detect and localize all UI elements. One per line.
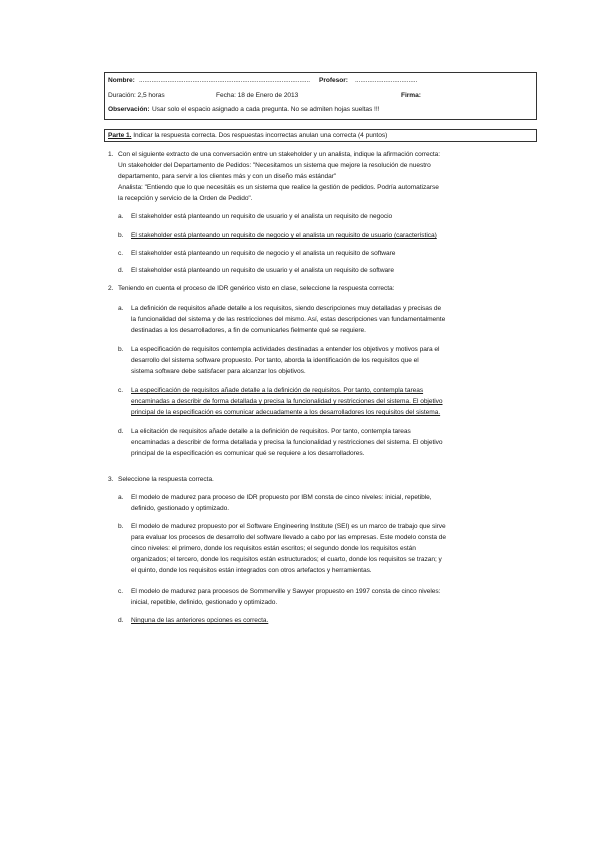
fecha-text: Fecha: 18 de Enero de 2013 <box>216 92 299 99</box>
q2-d-line: encaminadas a describir de forma detallada y precisa la funcionalidad y restricciones del sistema. El objetivo <box>131 439 443 446</box>
q3-option-letter: a. <box>118 494 124 501</box>
duracion-text: Duración: 2,5 horas <box>108 92 165 99</box>
q1-option-letter: d. <box>118 267 124 274</box>
profesor-label: Profesor: <box>319 77 348 84</box>
part1-heading <box>104 129 537 142</box>
q1-option-d[interactable]: El stakeholder está planteando un requisito de usuario y el analista un requisito de software <box>131 267 394 274</box>
q2-b-line: sistema software debe satisfacer para alcanzar los objetivos. <box>131 368 306 375</box>
q1-option-a[interactable]: El stakeholder está planteando un requisito de usuario y el analista un requisito de negocio <box>131 213 393 220</box>
q1-option-letter: b. <box>118 232 124 239</box>
q3-number: 3. <box>108 476 114 483</box>
q2-a-line: La definición de requisitos añade detalle a los requisitos, siendo descripciones muy detalladas y precisas de <box>131 305 442 312</box>
q2-number: 2. <box>108 285 114 292</box>
q3-b-line: organizados; el tercero, donde los requisitos están estructurados; el cuarto, donde los requisitos se trazan; y <box>131 556 442 563</box>
q3-b-line: el quinto, donde los requisitos están integrados con otros artefactos y herramientas. <box>131 567 372 574</box>
q1-line: Con el siguiente extracto de una conversación entre un stakeholder y un analista, indique la afirmación correcta: <box>118 151 441 158</box>
q3-option-letter: c. <box>118 588 124 595</box>
q2-option-letter: c. <box>118 387 124 394</box>
q2-d-line: principal de la especificación es comunicar qué se requiere a los desarrolladores. <box>131 450 365 457</box>
nombre-dots: ................................................................................................ <box>139 77 311 84</box>
q3-c-line: El modelo de madurez para procesos de Sommerville y Sawyer propuesto en 1997 consta de cinco niveles: <box>131 588 441 595</box>
q3-a-line: El modelo de madurez para proceso de IDR propuesto por IBM consta de cinco niveles: inicial, repetible, <box>131 494 432 501</box>
header-row-date <box>105 91 536 103</box>
profesor-dots: ................................... <box>355 77 418 84</box>
q3-b-line: para evaluar los procesos de desarrollo del software llevado a cabo por las empresas. Este modelo consta de <box>131 534 446 541</box>
q2-c-line: principal de la especificación es comunicar adecuadamente a los desarrolladores los requisitos del sistema. <box>131 409 441 416</box>
q3-stem: Seleccione la respuesta correcta. <box>118 476 214 483</box>
q2-c-line: encaminadas a describir de forma detallada y precisa la funcionalidad y restricciones del sistema. El objetivo <box>131 398 443 405</box>
q1-line: la recepción y servicio de la Orden de Pedido". <box>118 195 253 202</box>
q3-d-line: Ninguna de las anteriores opciones es correcta. <box>131 617 269 624</box>
observacion-label: Observación: <box>108 106 150 113</box>
firma-label: Firma: <box>401 92 421 99</box>
q3-b-line: cinco niveles: el primero, donde los requisitos están escritos; el segundo donde los requisitos están <box>131 545 416 552</box>
header-row-name <box>105 76 536 88</box>
q2-option-letter: d. <box>118 428 124 435</box>
q1-option-letter: c. <box>118 250 124 257</box>
part1-label: Parte 1. <box>108 132 132 139</box>
q2-d-line: La elicitación de requisitos añade detalle a la definición de requisitos. Por tanto, contempla tareas <box>131 428 411 435</box>
q2-c-line: La especificación de requisitos añade detalle a la definición de requisitos. Por tanto, contempla tareas <box>131 387 424 394</box>
observacion-text: Usar solo el espacio asignado a cada pregunta. No se admiten hojas sueltas !!! <box>152 106 380 113</box>
q2-a-line: la funcionalidad del sistema y de las restricciones del mismo. Así, estas descripciones van fundamentalmente <box>131 316 446 323</box>
q3-b-line: El modelo de madurez propuesto por el Software Engineering Institute (SEI) es un marco de trabajo que sirve <box>131 523 446 530</box>
q2-b-line: La especificación de requisitos contempla actividades destinadas a entender los objetivos y motivos para el <box>131 346 440 353</box>
q1-line: Un stakeholder del Departamento de Pedidos: "Necesitamos un sistema que mejore la resolución de nuestro <box>118 162 431 169</box>
header-row-observacion <box>105 105 536 117</box>
q3-option-letter: d. <box>118 617 124 624</box>
q2-stem: Teniendo en cuenta el proceso de IDR genérico visto en clase, seleccione la respuesta correcta: <box>118 285 395 292</box>
q1-line: departamento, para servir a los clientes más y con un diseño más estándar" <box>118 173 337 180</box>
part1-text: Indicar la respuesta correcta. Dos respuestas incorrectas anulan una correcta (4 puntos) <box>133 132 388 139</box>
q3-a-line: definido, gestionado y optimizado. <box>131 505 230 512</box>
q3-c-line: inicial, repetible, definido, gestionado y optimizado. <box>131 599 278 606</box>
q3-option-letter: b. <box>118 523 124 530</box>
q1-number: 1. <box>108 151 114 158</box>
exam-header <box>104 72 537 120</box>
q1-option-b[interactable]: El stakeholder está planteando un requisito de negocio y el analista un requisito de usuario (característica) <box>131 232 437 239</box>
q1-option-letter: a. <box>118 213 124 220</box>
q2-option-letter: a. <box>118 305 124 312</box>
q1-option-c[interactable]: El stakeholder está planteando un requisito de negocio y el analista un requisito de software <box>131 250 396 257</box>
nombre-label: Nombre: <box>108 77 135 84</box>
q2-b-line: desarrollo del sistema software propuesto. Por tanto, aborda la identificación de los requisitos que el <box>131 357 419 364</box>
q2-a-line: destinadas a los desarrolladores, a fin de comunicarles fielmente qué se requiere. <box>131 327 366 334</box>
q1-line: Analista: "Entiendo que lo que necesitáis es un sistema que realice la gestión de pedidos. Podría automatizarse <box>118 184 439 191</box>
q2-option-letter: b. <box>118 346 124 353</box>
